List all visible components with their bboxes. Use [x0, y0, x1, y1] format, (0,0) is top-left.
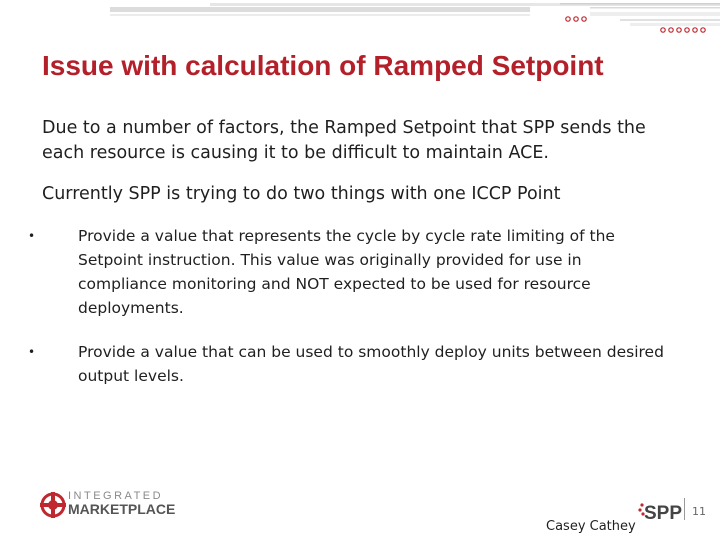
logo-text-marketplace: MARKETPLACE — [68, 501, 176, 517]
spp-logo-text: SPP — [644, 503, 683, 524]
intro-paragraph: Due to a number of factors, the Ramped Setpoint that SPP sends the each resource is causing it to be difficult to maintain ACE. — [42, 118, 646, 163]
top-decoration — [0, 0, 720, 40]
page-number: 11 — [692, 505, 706, 518]
bullet-text: Provide a value that can be used to smoothly deploy units between desired output levels. — [78, 343, 664, 385]
bullet-item — [28, 224, 668, 320]
bullet-item — [28, 340, 668, 388]
logo-text-integrated: INTEGRATED — [68, 490, 164, 502]
footer-divider — [684, 498, 685, 520]
bullet-marker: • — [28, 229, 36, 243]
slide-title: Issue with calculation of Ramped Setpoint — [42, 50, 604, 81]
integrated-marketplace-logo — [40, 490, 180, 518]
im-logo-mark-icon — [40, 492, 66, 518]
second-paragraph: Currently SPP is trying to do two things with one ICCP Point — [42, 184, 561, 204]
spp-logo — [638, 500, 683, 530]
bullet-text: Provide a value that represents the cycle by cycle rate limiting of the Setpoint instruction. This value was originally provided for use in compliance monitoring and NOT expected to be used for resource deployments. — [78, 227, 615, 317]
presenter-name: Casey Cathey — [546, 519, 636, 534]
bullet-marker: • — [28, 345, 36, 359]
bullet-list — [28, 224, 668, 388]
